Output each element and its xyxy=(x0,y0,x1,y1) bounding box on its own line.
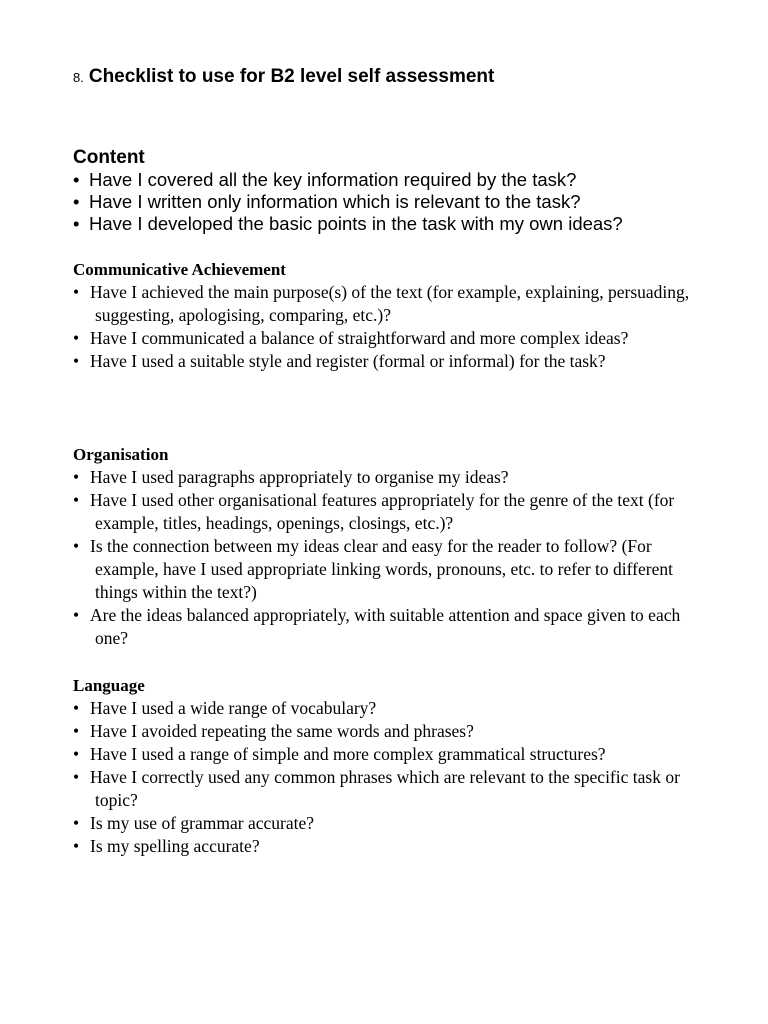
content-section xyxy=(73,147,713,235)
communicative-heading: Communicative Achievement xyxy=(73,260,286,279)
communicative-list xyxy=(73,281,713,373)
list-item xyxy=(73,604,698,650)
list-item xyxy=(73,213,713,235)
bullet-icon: • xyxy=(73,744,80,764)
language-list xyxy=(73,697,713,858)
list-item xyxy=(73,350,698,373)
list-item-text: Have I achieved the main purpose(s) of the text (for example, explaining, persuading, suggesting, apologising, comparing, etc.)? xyxy=(90,282,690,325)
list-item xyxy=(73,766,698,812)
list-item xyxy=(73,812,698,835)
list-item-text: Have I communicated a balance of straightforward and more complex ideas? xyxy=(90,328,629,348)
list-item xyxy=(73,281,698,327)
content-list xyxy=(73,169,713,235)
list-item xyxy=(73,743,698,766)
language-heading: Language xyxy=(73,676,145,695)
list-item-text: Are the ideas balanced appropriately, with suitable attention and space given to each one? xyxy=(90,605,681,648)
list-item-text: Have I correctly used any common phrases which are relevant to the specific task or topic? xyxy=(90,767,680,810)
list-item xyxy=(73,489,698,535)
bullet-icon: • xyxy=(73,328,80,348)
bullet-icon: • xyxy=(73,536,80,556)
list-item-text: Have I used a range of simple and more complex grammatical structures? xyxy=(90,744,606,764)
list-item xyxy=(73,835,698,858)
list-item-text: Have I covered all the key information required by the task? xyxy=(89,169,577,190)
language-section xyxy=(73,674,713,858)
organisation-list xyxy=(73,466,713,650)
bullet-icon: • xyxy=(73,191,80,212)
list-item-text: Have I written only information which is relevant to the task? xyxy=(89,191,581,212)
list-item xyxy=(73,697,698,720)
bullet-icon: • xyxy=(73,467,80,487)
list-item-text: Is my spelling accurate? xyxy=(90,836,260,856)
list-item xyxy=(73,191,713,213)
list-item xyxy=(73,720,698,743)
bullet-icon: • xyxy=(73,282,80,302)
bullet-icon: • xyxy=(73,490,80,510)
organisation-section xyxy=(73,443,713,650)
bullet-icon: • xyxy=(73,213,80,234)
list-item-text: Have I developed the basic points in the task with my own ideas? xyxy=(89,213,623,234)
bullet-icon: • xyxy=(73,698,80,718)
list-item xyxy=(73,327,698,350)
list-item-text: Is my use of grammar accurate? xyxy=(90,813,314,833)
title-text: Checklist to use for B2 level self assessment xyxy=(88,66,495,87)
bullet-icon: • xyxy=(73,169,80,190)
list-item-text: Have I used paragraphs appropriately to organise my ideas? xyxy=(90,467,509,487)
bullet-icon: • xyxy=(73,836,80,856)
content-heading: Content xyxy=(73,147,145,168)
bullet-icon: • xyxy=(73,767,80,787)
bullet-icon: • xyxy=(73,721,80,741)
list-item-text: Have I avoided repeating the same words and phrases? xyxy=(90,721,474,741)
bullet-icon: • xyxy=(73,813,80,833)
bullet-icon: • xyxy=(73,605,80,625)
list-item-text: Have I used a wide range of vocabulary? xyxy=(90,698,377,718)
organisation-heading: Organisation xyxy=(73,445,169,464)
bullet-icon: • xyxy=(73,351,80,371)
title-number: 8. xyxy=(73,70,84,85)
document-title xyxy=(73,66,494,88)
list-item xyxy=(73,169,713,191)
communicative-section xyxy=(73,258,713,373)
list-item xyxy=(73,535,698,604)
list-item-text: Have I used a suitable style and register (formal or informal) for the task? xyxy=(90,351,606,371)
list-item-text: Have I used other organisational features appropriately for the genre of the text (for example, titles, headings, openings, closings, etc.)? xyxy=(90,490,675,533)
list-item xyxy=(73,466,698,489)
list-item-text: Is the connection between my ideas clear and easy for the reader to follow? (For example, have I used appropriate linking words, pronouns, etc. to refer to different things within the text?) xyxy=(90,536,673,602)
